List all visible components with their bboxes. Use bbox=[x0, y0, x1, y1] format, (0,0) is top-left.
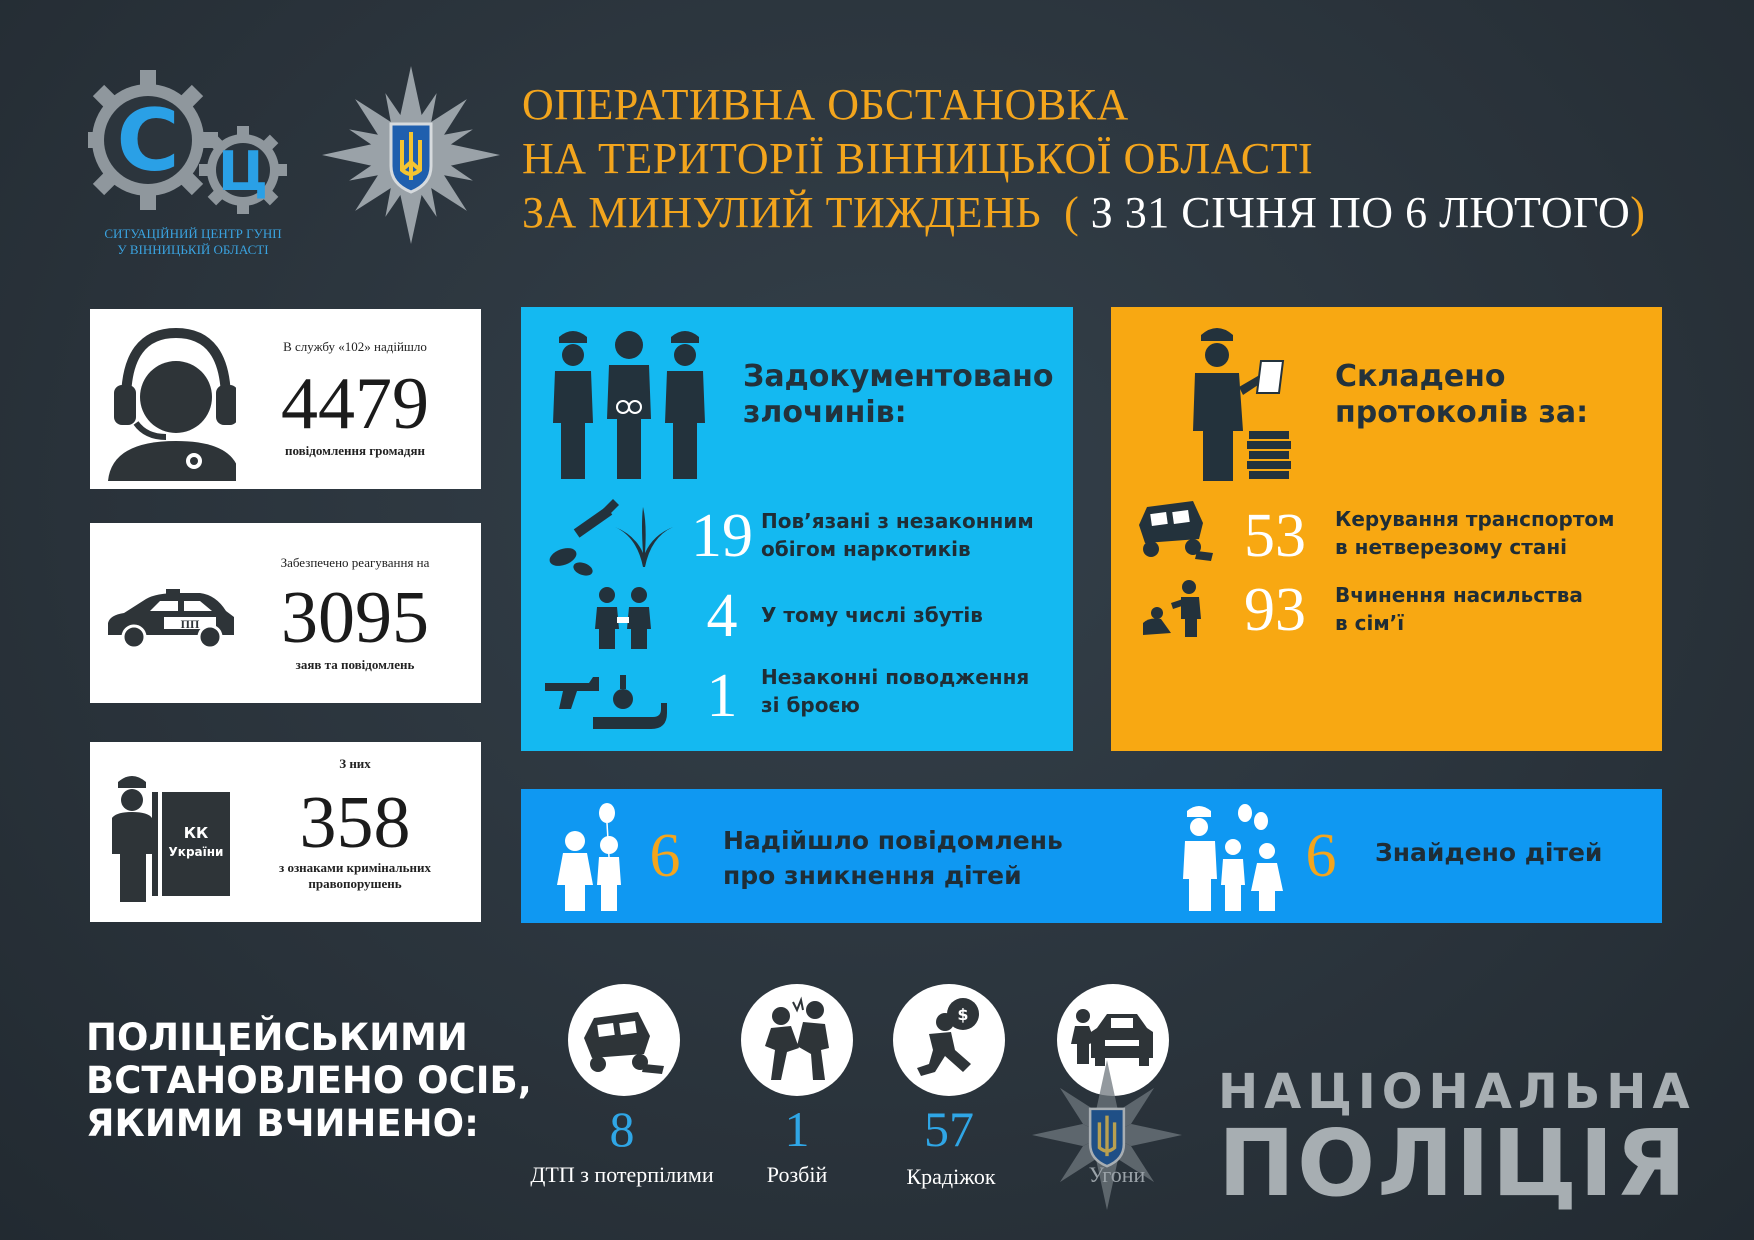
logo-letter-s: С bbox=[116, 91, 180, 191]
calls-value: 4479 bbox=[281, 363, 429, 445]
period-text: З 31 СІЧНЯ ПО 6 ЛЮТОГО bbox=[1079, 188, 1631, 237]
svg-text:$: $ bbox=[957, 1005, 969, 1024]
missing-children-text: Надійшло повідомлень про зникнення дітей bbox=[723, 826, 1063, 890]
found-children-icon bbox=[1181, 801, 1285, 913]
police-book-icon bbox=[106, 770, 236, 902]
criminal-value: 358 bbox=[299, 782, 411, 864]
responses-card bbox=[90, 523, 481, 703]
stat-value-theft: 57 bbox=[924, 1101, 974, 1157]
stat-label-theft: Крадіжок bbox=[906, 1164, 996, 1189]
children-panel bbox=[521, 789, 1662, 923]
drugs-icon bbox=[543, 497, 677, 577]
protocol-text-drunk: Керування транспортом в нетверезому стані bbox=[1335, 507, 1615, 559]
police-car-icon bbox=[104, 589, 238, 649]
crimes-panel bbox=[521, 307, 1073, 751]
car-crash-icon bbox=[568, 984, 680, 1096]
crimes-title: Задокументовано злочинів: bbox=[743, 359, 1054, 430]
crime-value-drugs: 19 bbox=[691, 502, 753, 570]
crime-text-dealing: У тому числі збутів bbox=[761, 603, 983, 627]
criminal-card bbox=[90, 742, 481, 922]
period-open: ( bbox=[1064, 188, 1080, 237]
national-police-brand bbox=[1218, 1064, 1696, 1217]
robbery-icon bbox=[741, 984, 853, 1096]
protocol-value-drunk: 53 bbox=[1244, 502, 1306, 570]
responses-label: Забезпечено реагування на bbox=[280, 555, 430, 570]
logo-letter-ts: Ц bbox=[217, 140, 269, 203]
calls-sub: повідомлення громадян bbox=[284, 443, 426, 458]
car-plate-text: ПП bbox=[180, 617, 200, 631]
operator-headset-icon bbox=[106, 323, 236, 481]
protocol-value-violence: 93 bbox=[1244, 576, 1306, 644]
page-title bbox=[522, 78, 1645, 240]
logo-caption: СИТУАЦІЙНИЙ ЦЕНТР ГУНП У ВІННИЦЬКІЙ ОБЛАСТІ bbox=[104, 226, 282, 257]
stat-label-robbery: Розбій bbox=[766, 1162, 828, 1187]
crime-value-weapon: 1 bbox=[706, 662, 738, 730]
missing-children-icon bbox=[557, 801, 629, 913]
officer-protocol-icon bbox=[1183, 321, 1293, 481]
crime-text-weapon: Незаконні поводження зі броєю bbox=[761, 665, 1030, 717]
stat-label-car-theft: Угони bbox=[1088, 1162, 1146, 1187]
missing-children-value: 6 bbox=[649, 822, 681, 890]
found-children-text: Знайдено дітей bbox=[1375, 838, 1603, 867]
protocol-text-violence: Вчинення насильства в сім’ї bbox=[1335, 583, 1583, 635]
title-line-2: НА ТЕРИТОРІЇ ВІННИЦЬКОЇ ОБЛАСТІ bbox=[522, 134, 1314, 183]
calls-card bbox=[90, 309, 481, 489]
police-star-icon bbox=[322, 66, 500, 244]
book-title: КК bbox=[183, 824, 209, 842]
bottom-title: ПОЛІЦЕЙСЬКИМИ ВСТАНОВЛЕНО ОСІБ, ЯКИМИ ВЧИНЕНО: bbox=[86, 1016, 532, 1145]
protocols-title: Складено протоколів за: bbox=[1335, 359, 1589, 430]
title-line-1: ОПЕРАТИВНА ОБСТАНОВКА bbox=[522, 80, 1129, 129]
responses-sub: заяв та повідомлень bbox=[295, 657, 415, 672]
drunk-driving-icon bbox=[1137, 499, 1213, 561]
responses-value: 3095 bbox=[281, 577, 429, 659]
book-subtitle: України bbox=[168, 845, 224, 859]
thief-icon bbox=[893, 984, 1005, 1096]
drug-dealing-icon bbox=[591, 585, 655, 649]
period-close: ) bbox=[1630, 188, 1646, 237]
stat-label-crash: ДТП з потерпілими bbox=[530, 1162, 714, 1187]
criminal-sub: з ознаками кримінальних правопорушень bbox=[278, 860, 431, 891]
calls-label: В службу «102» надійшло bbox=[283, 339, 427, 354]
brand-line-1: НАЦІОНАЛЬНА bbox=[1218, 1064, 1696, 1120]
domestic-violence-icon bbox=[1141, 579, 1207, 637]
weapon-icon bbox=[543, 665, 667, 737]
crime-value-dealing: 4 bbox=[706, 582, 738, 650]
brand-line-2: ПОЛІЦІЯ bbox=[1218, 1110, 1689, 1217]
arrest-icon bbox=[543, 323, 715, 479]
crime-text-drugs: Пов’язані з незаконним обігом наркотиків bbox=[761, 509, 1034, 561]
found-children-value: 6 bbox=[1305, 822, 1337, 890]
title-line-3: ЗА МИНУЛИЙ ТИЖДЕНЬ ( З 31 СІЧНЯ ПО 6 ЛЮТОГО) bbox=[522, 188, 1646, 237]
stat-value-robbery: 1 bbox=[784, 1101, 810, 1157]
stat-value-crash: 8 bbox=[609, 1101, 635, 1157]
protocols-panel bbox=[1111, 307, 1662, 751]
criminal-label: З них bbox=[339, 756, 371, 771]
